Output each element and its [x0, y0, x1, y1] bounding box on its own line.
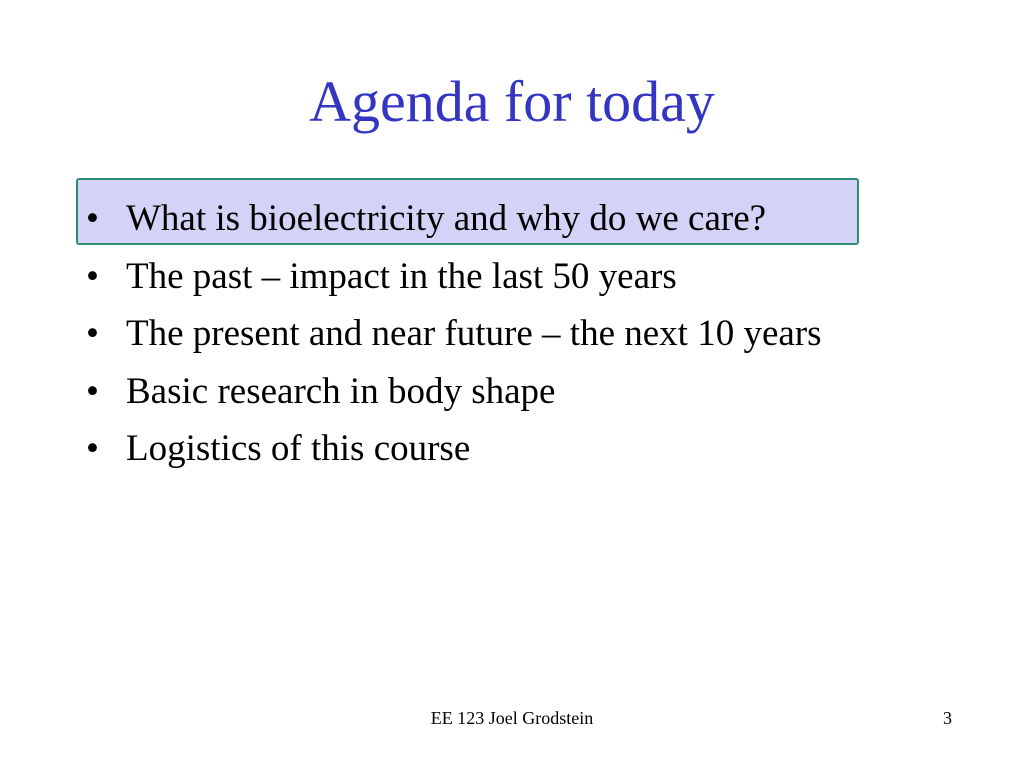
bullet-marker: • [86, 428, 99, 469]
bullet-marker: • [86, 370, 99, 412]
bullet-marker: • [86, 198, 99, 239]
bullet-marker: • [86, 255, 99, 297]
bullet-text: The past – impact in the last 50 years [126, 255, 677, 297]
page-number: 3 [943, 708, 952, 728]
bullet-text: What is bioelectricity and why do we care? [126, 198, 767, 239]
slide-footer: EE 123 Joel Grodstein [430, 708, 594, 728]
slide-title: Agenda for today [309, 69, 715, 134]
bullet-text: Logistics of this course [126, 428, 471, 469]
bullet-marker: • [86, 313, 99, 354]
bullet-text: The present and near future – the next 10 years [126, 313, 822, 354]
bullet-text: Basic research in body shape [126, 370, 556, 412]
